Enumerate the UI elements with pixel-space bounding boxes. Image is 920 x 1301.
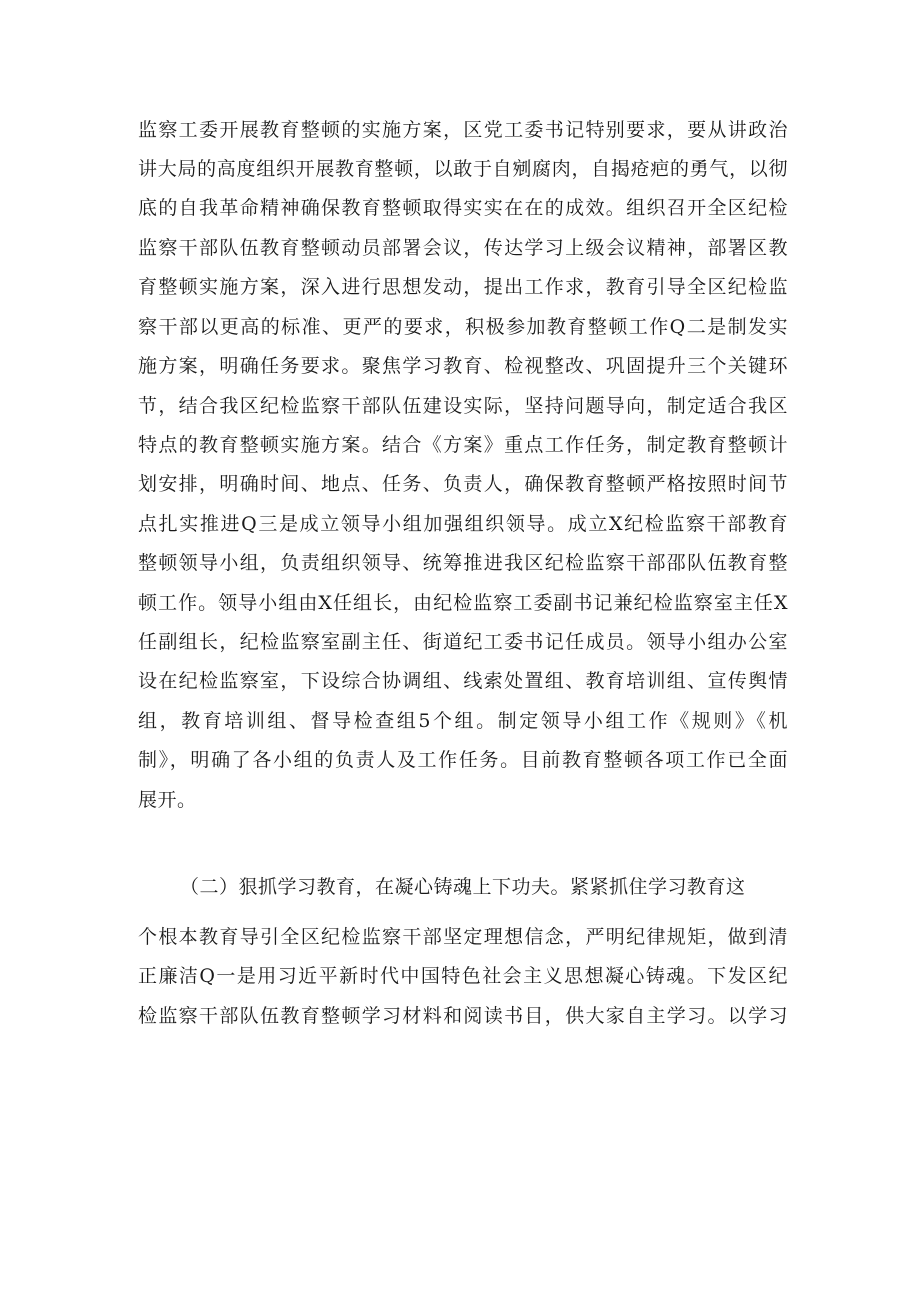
- text-line: 正廉洁Q一是用习近平新时代中国特色社会主义思想凝心铸魂。下发区纪: [138, 965, 788, 987]
- text-line: 个根本教育导引全区纪检监察干部坚定理想信念，严明纪律规矩，做到清: [138, 926, 788, 948]
- text-line: 监察工委开展教育整顿的实施方案，区党工委书记特别要求，要从讲政治: [138, 119, 788, 141]
- text-line: 察干部以更高的标准、更严的要求，积极参加教育整顿工作Q二是制发实: [138, 316, 788, 338]
- text-line: 检监察干部队伍教育整顿学习材料和阅读书目，供大家自主学习。以学习: [138, 1005, 788, 1027]
- text-line: 监察干部队伍教育整顿动员部署会议，传达学习上级会议精神，部署区教: [138, 237, 788, 259]
- text-line: 节，结合我区纪检监察干部队伍建设实际，坚持问题导向，制定适合我区: [138, 395, 788, 417]
- text-line: 制》，明确了各小组的负责人及工作任务。目前教育整顿各项工作已全面: [138, 749, 788, 771]
- text-line: 底的自我革命精神确保教育整顿取得实实在在的成效。组织召开全区纪检: [138, 197, 788, 219]
- text-line: 讲大局的高度组织开展教育整顿，以敢于自剜腐肉，自揭疮疤的勇气，以彻: [138, 158, 788, 180]
- text-line: 育整顿实施方案，深入进行思想发动，提出工作求，教育引导全区纪检监: [138, 276, 788, 298]
- text-line: 任副组长，纪检监察室副主任、街道纪工委书记任成员。领导小组办公室: [138, 631, 788, 653]
- text-line: 特点的教育整顿实施方案。结合《方案》重点工作任务，制定教育整顿计: [138, 434, 788, 456]
- text-line: 组，教育培训组、督导检查组5个组。制定领导小组工作《规则》《机: [138, 710, 788, 732]
- text-line: 划安排，明确时间、地点、任务、负责人，确保教育整顿严格按照时间节: [138, 473, 788, 495]
- section-heading: （二）狠抓学习教育，在凝心铸魂上下功夫。紧紧抓住学习教育这: [180, 876, 746, 898]
- text-line: 设在纪检监察室，下设综合协调组、线索处置组、教育培训组、宣传舆情: [138, 670, 788, 692]
- text-line: 顿工作。领导小组由X任组长，由纪检监察工委副书记兼纪检监察室主任X: [138, 592, 788, 614]
- text-line: 整顿领导小组，负责组织领导、统筹推进我区纪检监察干部邵队伍教育整: [138, 552, 788, 574]
- text-line: 点扎实推进Q三是成立领导小组加强组织领导。成立X纪检监察干部教育: [138, 513, 788, 535]
- text-line: 施方案，明确任务要求。聚焦学习教育、检视整改、巩固提升三个关键环: [138, 355, 788, 377]
- text-line: 展开。: [138, 789, 197, 811]
